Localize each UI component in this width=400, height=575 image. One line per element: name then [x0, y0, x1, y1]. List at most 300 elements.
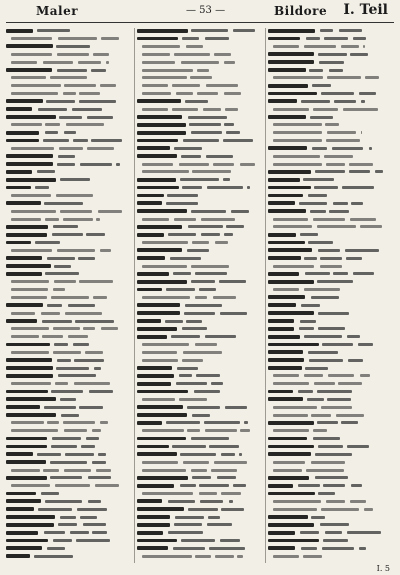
entry-name-ink	[268, 452, 311, 456]
entry-name-ink	[268, 68, 306, 72]
entry-detail-ink	[200, 500, 223, 503]
entry-detail-ink	[53, 327, 80, 330]
entry-detail-ink	[224, 123, 233, 126]
entry-name-ink	[6, 99, 43, 103]
entry-detail-ink	[86, 233, 105, 236]
entry-detail-ink	[221, 453, 235, 456]
directory-entry	[137, 397, 263, 403]
entry-detail-ink	[88, 476, 112, 479]
entry-name-ink	[6, 107, 32, 111]
entry-detail-ink	[324, 155, 353, 158]
entry-detail-ink	[213, 163, 235, 166]
entry-detail-ink	[142, 555, 192, 558]
directory-entry	[137, 75, 263, 81]
directory-entry	[268, 475, 394, 481]
entry-detail-ink	[244, 421, 249, 424]
entry-detail-ink	[336, 414, 363, 417]
entry-detail-ink	[53, 225, 78, 228]
entry-detail-ink	[240, 163, 254, 166]
entry-detail-ink	[301, 100, 330, 103]
entry-detail-ink	[273, 131, 322, 134]
directory-entry	[137, 146, 263, 152]
entry-detail-ink	[167, 194, 198, 197]
directory-entry	[6, 381, 132, 387]
entry-name-ink	[268, 492, 315, 496]
entry-name-ink	[137, 194, 164, 198]
entry-detail-ink	[325, 123, 339, 126]
entry-name-ink	[137, 327, 177, 331]
entry-name-ink	[6, 272, 42, 276]
directory-entry	[6, 208, 132, 214]
entry-detail-ink	[79, 100, 115, 103]
directory-entry	[268, 75, 394, 81]
directory-entry	[6, 154, 132, 160]
entry-detail-ink	[100, 421, 107, 424]
directory-entry	[137, 240, 263, 246]
entry-detail-ink	[91, 69, 106, 72]
entry-detail-ink	[60, 210, 93, 213]
directory-entry	[268, 467, 394, 473]
entry-detail-ink	[94, 367, 101, 370]
entry-detail-ink	[229, 500, 234, 503]
entry-detail-ink	[116, 163, 120, 166]
entry-name-ink	[268, 421, 314, 425]
entry-detail-ink	[305, 367, 328, 370]
directory-entry	[268, 263, 394, 269]
directory-entry	[137, 381, 263, 387]
directory-entry	[6, 420, 132, 426]
entry-detail-ink	[63, 218, 93, 221]
entry-name-ink	[6, 68, 52, 72]
directory-entry	[268, 59, 394, 65]
entry-detail-ink	[58, 155, 75, 158]
entry-detail-ink	[304, 45, 336, 48]
entry-detail-ink	[191, 210, 226, 213]
entry-detail-ink	[324, 37, 348, 40]
entry-detail-ink	[273, 108, 309, 111]
entry-detail-ink	[273, 123, 322, 126]
entry-detail-ink	[375, 170, 383, 173]
directory-entry	[137, 122, 263, 128]
directory-entry	[6, 467, 132, 473]
entry-detail-ink	[51, 296, 89, 299]
directory-entry	[268, 318, 394, 324]
entry-detail-ink	[181, 155, 200, 158]
middle-column	[134, 28, 265, 563]
entry-detail-ink	[304, 257, 316, 260]
directory-entry	[6, 114, 132, 120]
directory-entry	[137, 193, 263, 199]
entry-name-ink	[137, 115, 182, 119]
entry-name-ink	[137, 201, 162, 205]
entry-detail-ink	[174, 53, 210, 56]
directory-entry	[6, 491, 132, 497]
entry-detail-ink	[172, 84, 200, 87]
entry-detail-ink	[199, 288, 216, 291]
entry-detail-ink	[11, 312, 35, 315]
entry-detail-ink	[224, 61, 235, 64]
entry-detail-ink	[299, 202, 327, 205]
entry-detail-ink	[364, 508, 374, 511]
entry-name-ink	[268, 233, 296, 237]
entry-name-ink	[137, 99, 181, 103]
entry-detail-ink	[64, 131, 76, 134]
entry-detail-ink	[11, 123, 42, 126]
entry-detail-ink	[361, 100, 365, 103]
directory-entry	[6, 389, 132, 395]
entry-detail-ink	[44, 531, 65, 534]
entry-detail-ink	[83, 523, 107, 526]
entry-detail-ink	[308, 351, 339, 354]
directory-entry	[6, 428, 132, 434]
entry-name-ink	[6, 546, 42, 550]
entry-detail-ink	[273, 461, 305, 464]
directory-entry	[268, 499, 394, 505]
directory-entry	[6, 334, 132, 340]
directory-entry	[268, 52, 394, 58]
entry-detail-ink	[313, 429, 327, 432]
directory-entry	[137, 514, 263, 520]
entry-name-ink	[268, 303, 296, 307]
entry-name-ink	[268, 445, 314, 449]
entry-detail-ink	[313, 437, 340, 440]
entry-detail-ink	[314, 382, 335, 385]
directory-entry	[268, 389, 394, 395]
entry-detail-ink	[318, 312, 349, 315]
entry-detail-ink	[217, 476, 236, 479]
entry-detail-ink	[307, 398, 324, 401]
entry-name-ink	[268, 170, 311, 174]
directory-entry	[137, 59, 263, 65]
directory-entry	[6, 232, 132, 238]
entry-detail-ink	[317, 390, 352, 393]
entry-detail-ink	[66, 123, 104, 126]
entry-detail-ink	[317, 421, 338, 424]
entry-detail-ink	[199, 484, 229, 487]
right-keyword: Bildore	[274, 4, 328, 18]
entry-detail-ink	[35, 186, 49, 189]
entry-name-ink	[6, 44, 53, 48]
directory-entry	[6, 169, 132, 175]
entry-detail-ink	[314, 186, 338, 189]
directory-entry	[268, 538, 394, 544]
entry-detail-ink	[43, 61, 73, 64]
directory-entry	[6, 185, 132, 191]
entry-detail-ink	[142, 69, 193, 72]
entry-detail-ink	[226, 225, 244, 228]
entry-detail-ink	[206, 155, 233, 158]
entry-detail-ink	[273, 500, 321, 503]
entry-detail-ink	[41, 492, 59, 495]
directory-entry	[137, 52, 263, 58]
entry-detail-ink	[204, 421, 241, 424]
directory-entry	[268, 373, 394, 379]
entry-detail-ink	[273, 414, 308, 417]
entry-name-ink	[6, 154, 53, 158]
entry-detail-ink	[98, 453, 106, 456]
directory-entry	[268, 506, 394, 512]
directory-entry	[268, 554, 394, 560]
entry-detail-ink	[320, 29, 333, 32]
entry-detail-ink	[11, 76, 46, 79]
directory-entry	[137, 538, 263, 544]
entry-detail-ink	[173, 547, 205, 550]
entry-detail-ink	[38, 108, 67, 111]
page-header	[6, 4, 394, 23]
directory-entry	[6, 530, 132, 536]
entry-detail-ink	[64, 469, 91, 472]
directory-entry	[268, 326, 394, 332]
entry-detail-ink	[38, 508, 72, 511]
directory-entry	[6, 279, 132, 285]
entry-detail-ink	[47, 257, 75, 260]
entry-detail-ink	[106, 61, 109, 64]
entry-name-ink	[6, 452, 33, 456]
entry-name-ink	[6, 319, 37, 323]
directory-entry	[268, 232, 394, 238]
entry-detail-ink	[165, 320, 183, 323]
directory-entry	[268, 428, 394, 434]
directory-entry	[268, 154, 394, 160]
entry-detail-ink	[80, 516, 97, 519]
entry-detail-ink	[142, 359, 178, 362]
entry-name-ink	[137, 272, 169, 276]
entry-detail-ink	[11, 382, 51, 385]
entry-detail-ink	[92, 461, 106, 464]
entry-detail-ink	[315, 453, 352, 456]
entry-detail-ink	[323, 539, 348, 542]
entry-detail-ink	[194, 390, 221, 393]
entry-name-ink	[268, 515, 308, 519]
entry-name-ink	[6, 437, 47, 441]
entry-detail-ink	[176, 92, 192, 95]
entry-detail-ink	[182, 359, 203, 362]
entry-name-ink	[268, 256, 301, 260]
directory-entry	[6, 161, 132, 167]
entry-detail-ink	[348, 359, 364, 362]
entry-detail-ink	[11, 484, 50, 487]
directory-entry	[137, 216, 263, 222]
entry-name-ink	[6, 162, 53, 166]
directory-entry	[268, 522, 394, 528]
entry-name-ink	[137, 484, 174, 488]
directory-entry	[268, 177, 394, 183]
directory-entry	[137, 428, 263, 434]
entry-detail-ink	[343, 108, 378, 111]
entry-detail-ink	[189, 123, 221, 126]
entry-detail-ink	[309, 69, 322, 72]
entry-detail-ink	[86, 437, 98, 440]
entry-detail-ink	[351, 202, 362, 205]
entry-name-ink	[137, 421, 162, 425]
entry-name-ink	[6, 115, 56, 119]
entry-detail-ink	[317, 280, 353, 283]
directory-entry	[6, 130, 132, 136]
entry-detail-ink	[42, 320, 73, 323]
entry-name-ink	[137, 319, 161, 323]
entry-detail-ink	[183, 461, 209, 464]
entry-detail-ink	[300, 233, 318, 236]
entry-detail-ink	[188, 508, 218, 511]
entry-detail-ink	[196, 374, 220, 377]
directory-entry	[137, 255, 263, 261]
directory-entry	[137, 436, 263, 442]
entry-name-ink	[268, 84, 308, 88]
directory-entry	[6, 67, 132, 73]
entry-name-ink	[137, 139, 178, 143]
entry-detail-ink	[47, 547, 65, 550]
entry-detail-ink	[325, 531, 342, 534]
entry-detail-ink	[50, 76, 87, 79]
entry-detail-ink	[211, 469, 237, 472]
entry-detail-ink	[329, 210, 348, 213]
entry-detail-ink	[323, 484, 345, 487]
directory-entry	[6, 59, 132, 65]
entry-detail-ink	[68, 335, 88, 338]
entry-detail-ink	[304, 374, 324, 377]
entry-detail-ink	[64, 429, 87, 432]
entry-detail-ink	[11, 249, 52, 252]
entry-detail-ink	[53, 351, 81, 354]
entry-name-ink	[268, 358, 304, 362]
directory-entry	[6, 538, 132, 544]
directory-entry	[6, 224, 132, 230]
directory-entry	[268, 114, 394, 120]
entry-detail-ink	[174, 218, 196, 221]
directory-entry	[137, 287, 263, 293]
entry-detail-ink	[186, 320, 201, 323]
entry-detail-ink	[187, 249, 209, 252]
entry-name-ink	[137, 539, 177, 543]
entry-detail-ink	[58, 37, 97, 40]
directory-entry	[6, 271, 132, 277]
entry-detail-ink	[96, 469, 112, 472]
directory-entry	[137, 310, 263, 316]
entry-detail-ink	[142, 163, 173, 166]
entry-name-ink	[6, 539, 48, 543]
entry-name-ink	[137, 146, 170, 150]
entry-detail-ink	[318, 53, 347, 56]
entry-detail-ink	[300, 531, 319, 534]
entry-detail-ink	[192, 241, 209, 244]
entry-detail-ink	[171, 335, 200, 338]
entry-name-ink	[6, 460, 46, 464]
directory-entry	[268, 444, 394, 450]
entry-detail-ink	[205, 429, 236, 432]
entry-detail-ink	[333, 202, 348, 205]
entry-detail-ink	[225, 108, 239, 111]
entry-detail-ink	[65, 312, 102, 315]
entry-detail-ink	[76, 539, 110, 542]
entry-detail-ink	[44, 202, 83, 205]
entry-detail-ink	[79, 406, 103, 409]
entry-detail-ink	[231, 210, 249, 213]
entry-detail-ink	[312, 84, 331, 87]
entry-name-ink	[6, 303, 43, 307]
directory-entry	[137, 130, 263, 136]
entry-detail-ink	[59, 116, 81, 119]
entry-detail-ink	[100, 249, 111, 252]
directory-entry	[268, 224, 394, 230]
directory-entry	[268, 483, 394, 489]
entry-detail-ink	[208, 516, 220, 519]
directory-entry	[137, 530, 263, 536]
entry-name-ink	[268, 295, 305, 299]
entry-detail-ink	[45, 272, 78, 275]
entry-detail-ink	[273, 382, 309, 385]
entry-detail-ink	[320, 265, 342, 268]
directory-entry	[137, 83, 263, 89]
entry-detail-ink	[219, 280, 247, 283]
entry-name-ink	[137, 186, 179, 190]
entry-detail-ink	[221, 508, 244, 511]
entry-detail-ink	[347, 335, 360, 338]
entry-detail-ink	[185, 100, 208, 103]
directory-entry	[137, 467, 263, 473]
entry-detail-ink	[203, 108, 221, 111]
directory-entry	[6, 193, 132, 199]
entry-detail-ink	[359, 547, 366, 550]
entry-detail-ink	[192, 414, 210, 417]
directory-entry	[6, 91, 132, 97]
entry-name-ink	[6, 445, 47, 449]
entry-name-ink	[6, 499, 41, 503]
entry-detail-ink	[142, 108, 168, 111]
entry-name-ink	[137, 154, 177, 158]
entry-name-ink	[137, 366, 172, 370]
entry-detail-ink	[175, 516, 205, 519]
directory-entry	[137, 177, 263, 183]
directory-entry	[268, 240, 394, 246]
entry-name-ink	[137, 515, 170, 519]
entry-detail-ink	[142, 469, 186, 472]
directory-entry	[6, 475, 132, 481]
entry-detail-ink	[11, 147, 54, 150]
entry-detail-ink	[223, 178, 230, 181]
left-column	[4, 28, 134, 563]
directory-entry	[137, 138, 263, 144]
entry-detail-ink	[172, 108, 197, 111]
entry-detail-ink	[360, 374, 370, 377]
directory-entry	[137, 248, 263, 254]
entry-detail-ink	[59, 147, 82, 150]
directory-entry	[6, 303, 132, 309]
entry-detail-ink	[303, 178, 333, 181]
entry-detail-ink	[358, 343, 374, 346]
entry-detail-ink	[273, 163, 322, 166]
entry-name-ink	[268, 194, 303, 198]
directory-entry	[137, 554, 263, 560]
entry-detail-ink	[92, 429, 101, 432]
directory-entry	[137, 279, 263, 285]
entry-detail-ink	[168, 531, 202, 534]
entry-detail-ink	[142, 45, 180, 48]
entry-detail-ink	[142, 92, 171, 95]
directory-entry	[6, 397, 132, 403]
entry-detail-ink	[47, 304, 62, 307]
directory-entry	[137, 271, 263, 277]
entry-detail-ink	[96, 218, 100, 221]
entry-detail-ink	[306, 37, 320, 40]
entry-detail-ink	[306, 469, 344, 472]
entry-detail-ink	[57, 69, 87, 72]
entry-detail-ink	[304, 288, 340, 291]
entry-detail-ink	[142, 76, 187, 79]
entry-detail-ink	[51, 390, 84, 393]
entry-name-ink	[137, 546, 168, 550]
entry-detail-ink	[179, 374, 192, 377]
entry-detail-ink	[273, 139, 322, 142]
